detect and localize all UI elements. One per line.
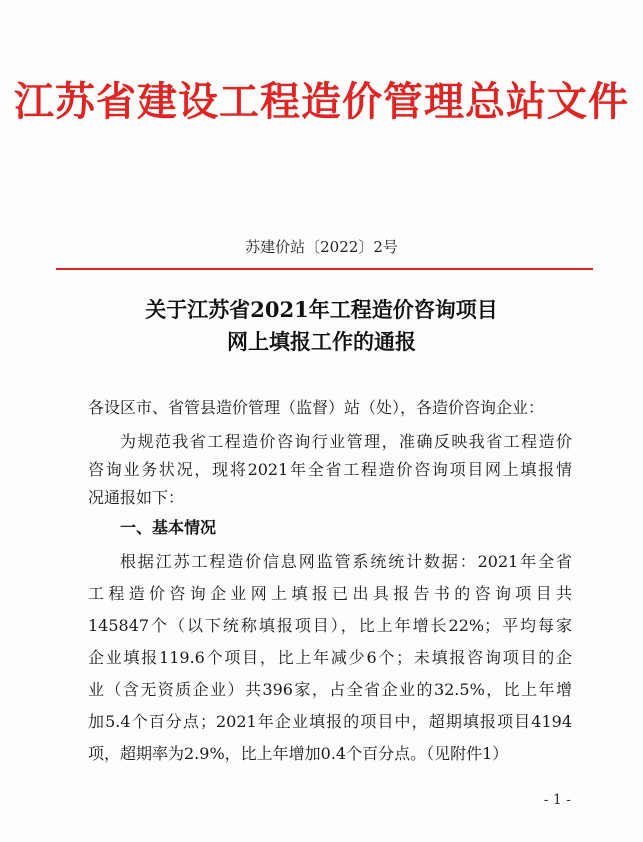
page-number: - 1 - bbox=[543, 792, 571, 808]
intro-line: 咨询业务状况，现将2021年全省工程造价咨询项目网上填报情 bbox=[88, 460, 572, 479]
body-line: 工程造价咨询企业网上填报已出具报告书的咨询项目共 bbox=[88, 584, 572, 603]
document-number: 苏建价站〔2022〕2号 bbox=[245, 238, 398, 256]
notice-title-line-1: 关于江苏省2021年工程造价咨询项目 bbox=[145, 297, 498, 322]
issuing-organization-title: 江苏省建设工程造价管理总站文件 bbox=[14, 78, 629, 125]
intro-line: 况通报如下： bbox=[88, 488, 185, 507]
section-heading-basic-info: 一、基本情况 bbox=[120, 518, 217, 537]
intro-line: 为规范我省工程造价咨询行业管理，准确反映我省工程造价 bbox=[120, 432, 572, 451]
body-line: 项，超期率为2.9%，比上年增加0.4个百分点。（见附件1） bbox=[88, 744, 509, 763]
notice-title-line-2: 网上填报工作的通报 bbox=[227, 329, 416, 354]
body-line: 根据江苏工程造价信息网监管系统统计数据：2021年全省 bbox=[120, 552, 572, 571]
red-divider-line bbox=[56, 268, 593, 270]
body-line: 企业填报119.6个项目，比上年减少6个；未填报咨询项目的企 bbox=[88, 648, 572, 667]
body-line: 业（含无资质企业）共396家，占全省企业的32.5%，比上年增 bbox=[88, 680, 572, 699]
body-line: 加5.4个百分点；2021年企业填报的项目中，超期填报项目4194 bbox=[88, 712, 572, 731]
body-line: 145847个（以下统称填报项目），比上年增长22%；平均每家 bbox=[88, 616, 572, 635]
addressee-line: 各设区市、省管县造价管理（监督）站（处），各造价咨询企业： bbox=[88, 398, 545, 417]
